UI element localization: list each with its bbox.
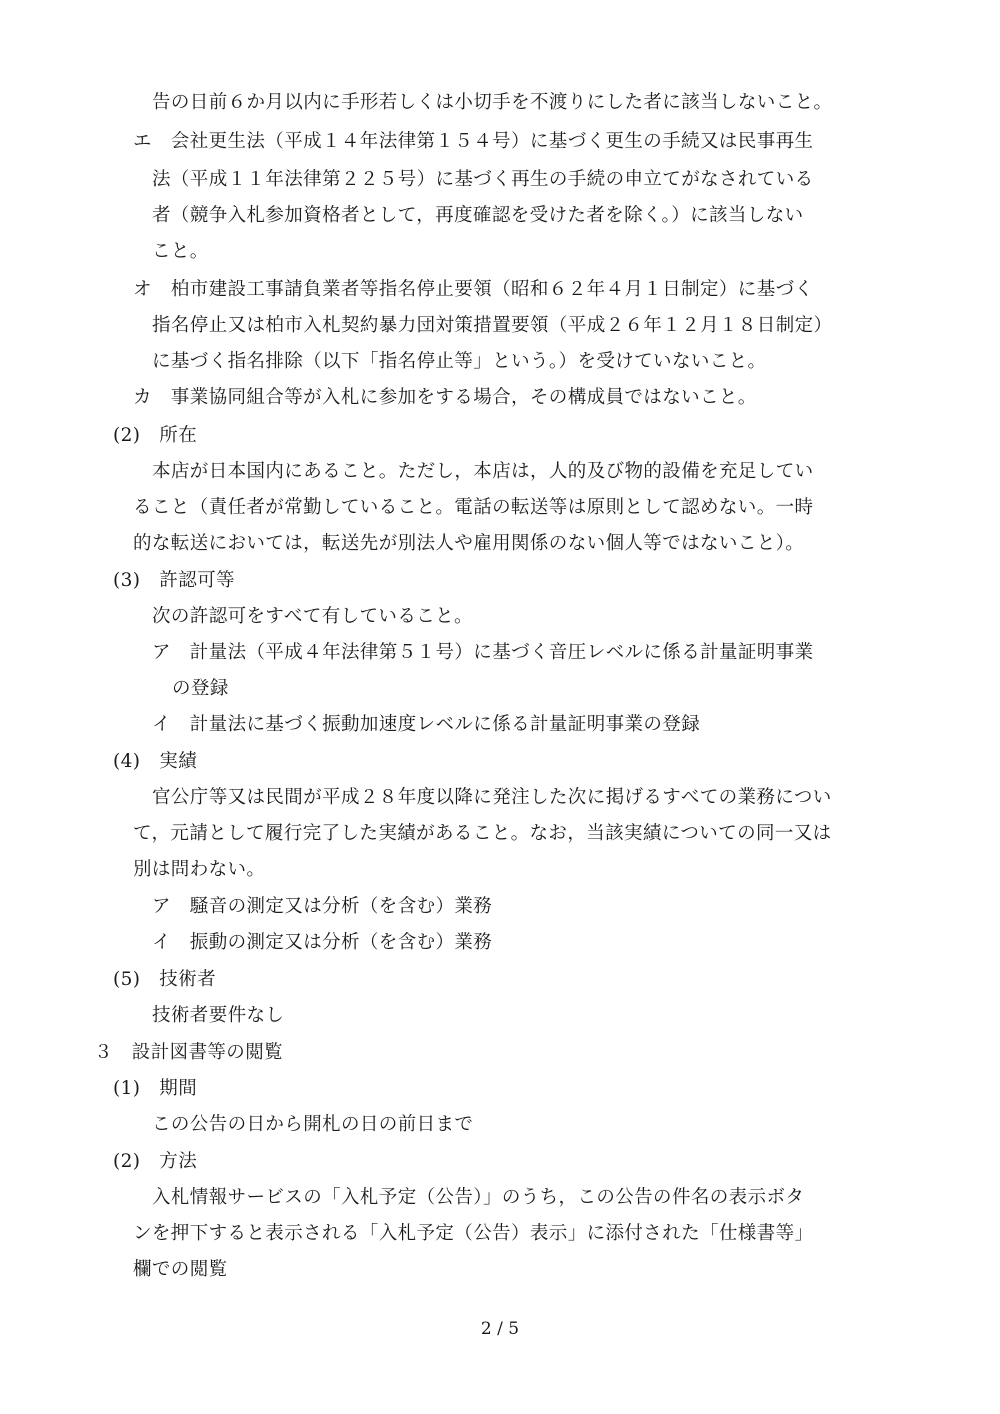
item-o-line-3: に基づく指名排除（以下「指名停止等」という。）を受けていないこと。 xyxy=(152,351,767,372)
item-a-line-1: ア 計量法（平成４年法律第５１号）に基づく音圧レベルに係る計量証明事業 xyxy=(152,642,814,663)
item-e-line-4: こと。 xyxy=(152,241,209,262)
item-e-line-2: 法（平成１１年法律第２２５号）に基づく再生の手続の申立てがなされている xyxy=(152,169,814,190)
item-e-line-1: エ 会社更生法（平成１４年法律第１５４号）に基づく更生の手続又は民事再生 xyxy=(133,131,814,152)
text-line: 告の日前６か月以内に手形若しくは小切手を不渡りにした者に該当しないこと。 xyxy=(152,92,833,113)
item-e-line-3: 者（競争入札参加資格者として，再度確認を受けた者を除く。）に該当しない xyxy=(152,205,804,226)
text-line: 官公庁等又は民間が平成２８年度以降に発注した次に掲げるすべての業務につい xyxy=(152,787,832,808)
item-ka-line: カ 事業協同組合等が入札に参加をする場合，その構成員ではないこと。 xyxy=(133,387,757,408)
section-3-2-heading: (2) 方法 xyxy=(113,1151,198,1172)
text-line: 入札情報サービスの「入札予定（公告）」のうち，この公告の件名の表示ボタ xyxy=(152,1187,805,1208)
item-o-line-1: オ 柏市建設工事請負業者等指名停止要領（昭和６２年４月１日制定）に基づく xyxy=(133,279,814,300)
text-line: ンを押下すると表示される「入札予定（公告）表示」に添付された「仕様書等」 xyxy=(133,1223,814,1244)
page-number: 2 / 5 xyxy=(480,1319,520,1339)
item-i-line: イ 振動の測定又は分析（を含む）業務 xyxy=(152,932,493,953)
text-line: 別は問わない。 xyxy=(133,859,266,880)
item-i-line: イ 計量法に基づく振動加速度レベルに係る計量証明事業の登録 xyxy=(152,714,701,735)
text-line: 欄での閲覧 xyxy=(133,1259,228,1280)
text-line: 技術者要件なし xyxy=(152,1005,285,1026)
text-line: て，元請として履行完了した実績があること。なお，当該実績についての同一又は xyxy=(133,823,832,844)
section-2-5-heading: (5) 技術者 xyxy=(113,969,217,990)
section-3-1-heading: (1) 期間 xyxy=(113,1078,198,1099)
section-3-heading: ３ 設計図書等の閲覧 xyxy=(94,1042,284,1063)
text-line: ること（責任者が常勤していること。電話の転送等は原則として認めない。一時 xyxy=(133,497,814,518)
section-2-2-heading: (2) 所在 xyxy=(113,425,198,446)
section-2-4-heading: (4) 実績 xyxy=(113,751,198,772)
text-line: 的な転送においては，転送先が別法人や雇用関係のない個人等ではないこと）。 xyxy=(133,533,805,554)
item-o-line-2: 指名停止又は柏市入札契約暴力団対策措置要領（平成２６年１２月１８日制定） xyxy=(152,315,833,336)
text-line: 本店が日本国内にあること。ただし，本店は，人的及び物的設備を充足してい xyxy=(152,461,814,482)
text-line: 次の許認可をすべて有していること。 xyxy=(152,606,473,627)
text-line: この公告の日から開札の日の前日まで xyxy=(152,1114,474,1135)
item-a-line: ア 騒音の測定又は分析（を含む）業務 xyxy=(152,896,493,917)
item-a-line-2: の登録 xyxy=(172,678,229,699)
section-2-3-heading: (3) 許認可等 xyxy=(113,570,235,591)
